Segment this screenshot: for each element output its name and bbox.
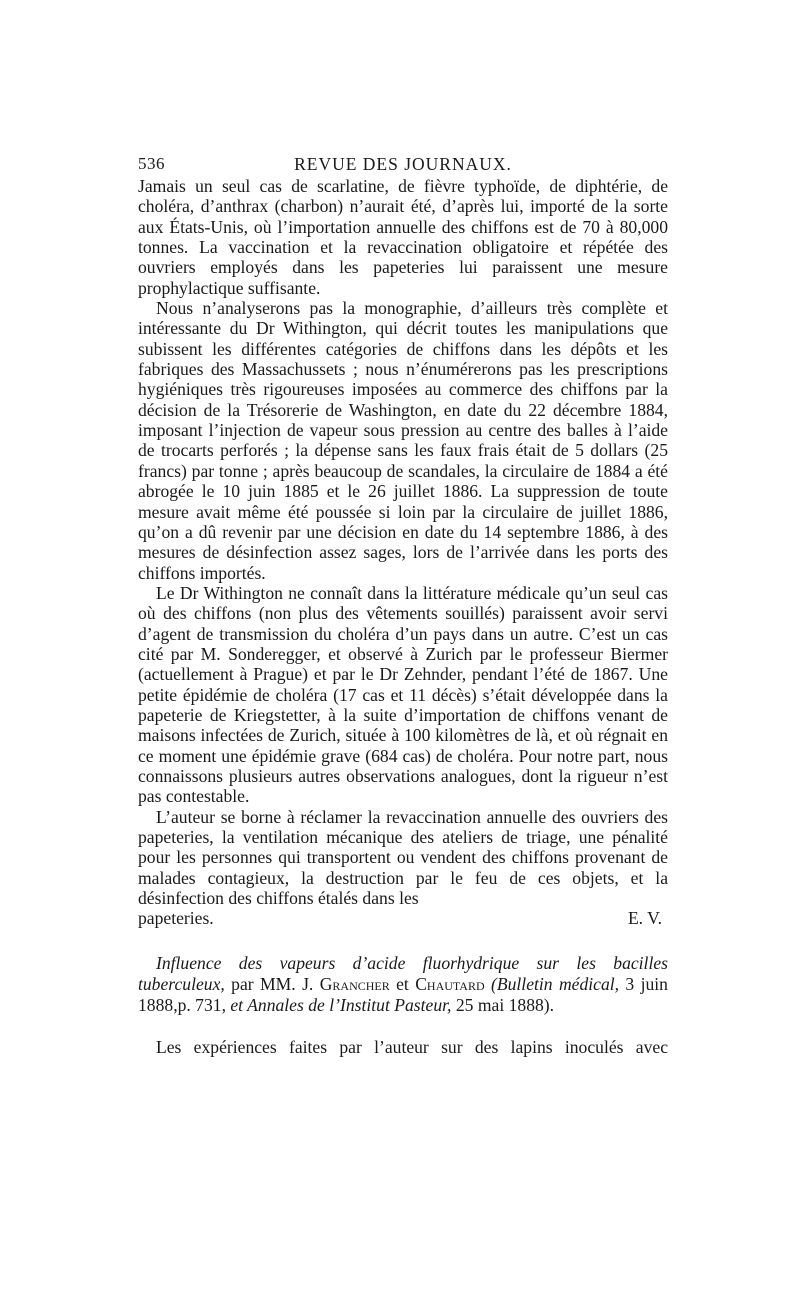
closing-word: papeteries. <box>138 908 214 929</box>
article-by: par MM. J. <box>231 973 314 994</box>
book-page <box>138 150 668 1058</box>
paragraph: L’auteur se borne à réclamer la revaccination annuelle des ouvriers des papeteries, la ventilation mécanique des ateliers de triage, une pénalité pour les personnes qui transportent ou vendent des chiffons provenant de malades contagieux, la destruction par le feu de ces objets, et la désinfection des chiffons étalés dans les <box>138 806 668 909</box>
article-date: 3 juin 1888,p. 731, <box>138 973 668 1015</box>
article-source: (Bulletin médical, <box>491 973 620 994</box>
page-number: 536 <box>138 154 165 173</box>
signature: E. V. <box>627 908 662 929</box>
article-heading <box>138 953 668 1016</box>
article-body <box>138 176 668 929</box>
article-date: 25 mai 1888). <box>455 994 555 1015</box>
paragraph: Nous n’analyserons pas la monographie, d’ailleurs très complète et intéressante du Dr Withington, qui décrit toutes les manipulations que subissent les différentes catégories de chiffons dans les dépôts et les fabriques des Massachussets ; nous n’énumérerons pas les prescriptions hygiéniques très rigoureuses imposées au commerce des chiffons par la décision de la Trésorerie de Washington, en date du 22 décembre 1884, imposant l’injection de vapeur sous pression au centre des balles à l’aide de trocarts perforés ; la dépense sans les faux frais était de 5 dollars (25 francs) par tonne ; après beaucoup de scandales, la circulaire de 1884 a été abrogée le 10 juin 1885 et le 26 juillet 1886. La suppression de toute mesure avait même été poussée si loin par la circulaire de juillet 1886, qu’on a dû revenir par une décision en date du 14 septembre 1886, à des mesures de désinfection assez sages, lors de l’arrivée dans les ports des chiffons importés. <box>138 298 668 583</box>
next-paragraph: Les expériences faites par l’auteur sur des lapins inoculés avec <box>156 1036 668 1057</box>
article-title: Influence des vapeurs d’acide fluorhydrique sur les bacilles tuberculeux, <box>138 952 668 994</box>
article-author: Grancher <box>319 973 390 994</box>
article-source: et Annales de l’Institut Pasteur, <box>230 994 452 1015</box>
journal-title: REVUE DES JOURNAUX. <box>294 154 512 174</box>
running-head <box>138 150 668 176</box>
article-and: et <box>396 973 409 994</box>
paragraph: Le Dr Withington ne connaît dans la littérature médicale qu’un seul cas où des chiffons (non plus des vêtements souillés) paraissent avoir servi d’agent de transmission du choléra d’un pays dans un autre. C’est un cas cité par M. Sonderegger, et observé à Zurich par le professeur Biermer (actuellement à Prague) et par le Dr Zehnder, pendant l’été de 1867. Une petite épidémie de choléra (17 cas et 11 décès) s’était développée dans la papeterie de Kriegstetter, à la suite d’importation de chiffons venant de maisons infectées de Zurich, située à 100 kilomètres de là, et où régnait en ce moment une épidémie grave (684 cas) de choléra. Pour notre part, nous connaissons plusieurs autres observations analogues, dont la rigueur n’est pas contestable. <box>138 582 668 807</box>
closing-line <box>138 908 668 928</box>
paragraph: Jamais un seul cas de scarlatine, de fièvre typhoïde, de diphtérie, de choléra, d’anthrax (charbon) n’aurait été, d’après lui, importé de la sorte aux États-Unis, où l’importation annuelle des chiffons est de 70 à 80,000 tonnes. La vaccination et la revaccination obligatoire et répétée des ouvriers employés dans les papeteries lui paraissent une mesure prophylactique suffisante. <box>138 176 668 298</box>
article-author: Chautard <box>415 973 485 994</box>
